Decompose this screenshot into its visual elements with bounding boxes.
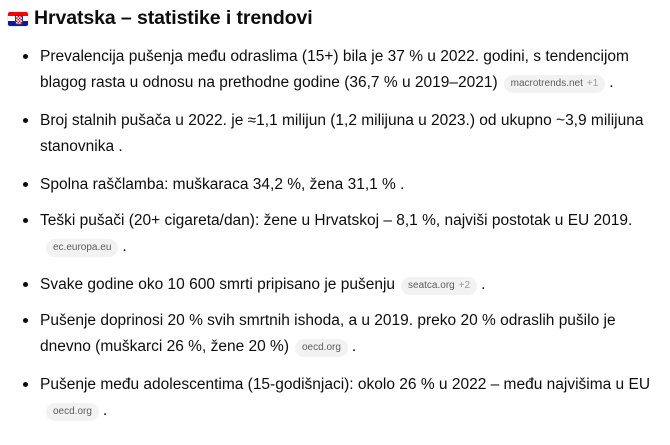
source-citation-chip[interactable]: oecd.org xyxy=(46,403,99,421)
list-item: Broj stalnih pušača u 2022. je ≈1,1 milijun (1,2 milijuna u 2023.) od ukupno ~3,9 milijuna stanovnika . xyxy=(40,108,650,160)
source-citation-chip[interactable]: ec.europa.eu xyxy=(46,239,118,257)
list-item: Svake godine oko 10 600 smrti pripisano je pušenju seatca.org +2 . xyxy=(40,272,650,298)
source-citation-chip[interactable]: seatca.org +2 xyxy=(401,277,477,295)
item-text: Teški pušači (20+ cigareta/dan): žene u Hrvatskoj – 8,1 %, najviši postotak u EU 2019. xyxy=(40,212,633,229)
item-text: Prevalencija pušenja među odraslima (15+) bila je 37 % u 2022. godini, s tendencijom blagog rasta u odnosu na prethodne godine (36,7 % u 2019–2021) xyxy=(40,48,629,91)
croatia-flag-icon xyxy=(8,12,28,26)
list-item: Pušenje među adolescentima (15-godišnjaci): okolo 26 % u 2022 – među najvišima u EU oecd.org . xyxy=(40,372,650,424)
list-item: Spolna raščlamba: muškaraca 34,2 %, žena 31,1 % . xyxy=(40,172,650,198)
list-item: Teški pušači (20+ cigareta/dan): žene u Hrvatskoj – 8,1 %, najviši postotak u EU 2019. ec.europa.eu . xyxy=(40,208,650,260)
item-text: Svake godine oko 10 600 smrti pripisano je pušenju xyxy=(40,276,396,293)
item-text: Pušenje među adolescentima (15-godišnjaci): okolo 26 % u 2022 – među najvišima u EU xyxy=(40,376,651,393)
source-citation-chip[interactable]: oecd.org xyxy=(295,339,348,357)
source-citation-chip[interactable]: macrotrends.net +1 xyxy=(504,75,606,93)
item-text: Spolna raščlamba: muškaraca 34,2 %, žena 31,1 % xyxy=(40,176,396,193)
item-text: Broj stalnih pušača u 2022. je ≈1,1 milijun (1,2 milijuna u 2023.) od ukupno ~3,9 milijuna stanovnika xyxy=(40,112,644,155)
list-item: Pušenje doprinosi 20 % svih smrtnih ishoda, a u 2019. preko 20 % odraslih pušilo je dnevno (muškarci 26 %, žene 20 %) oecd.org . xyxy=(40,308,650,360)
list-item: Prevalencija pušenja među odraslima (15+) bila je 37 % u 2022. godini, s tendencijom blagog rasta u odnosu na prethodne godine (36,7 % u 2019–2021) macrotrends.net +1 . xyxy=(40,44,650,96)
section-title: Hrvatska – statistike i trendovi xyxy=(34,7,313,29)
section-heading xyxy=(8,7,313,30)
item-text: Pušenje doprinosi 20 % svih smrtnih ishoda, a u 2019. preko 20 % odraslih pušilo je dnevno (muškarci 26 %, žene 20 %) xyxy=(40,312,616,355)
